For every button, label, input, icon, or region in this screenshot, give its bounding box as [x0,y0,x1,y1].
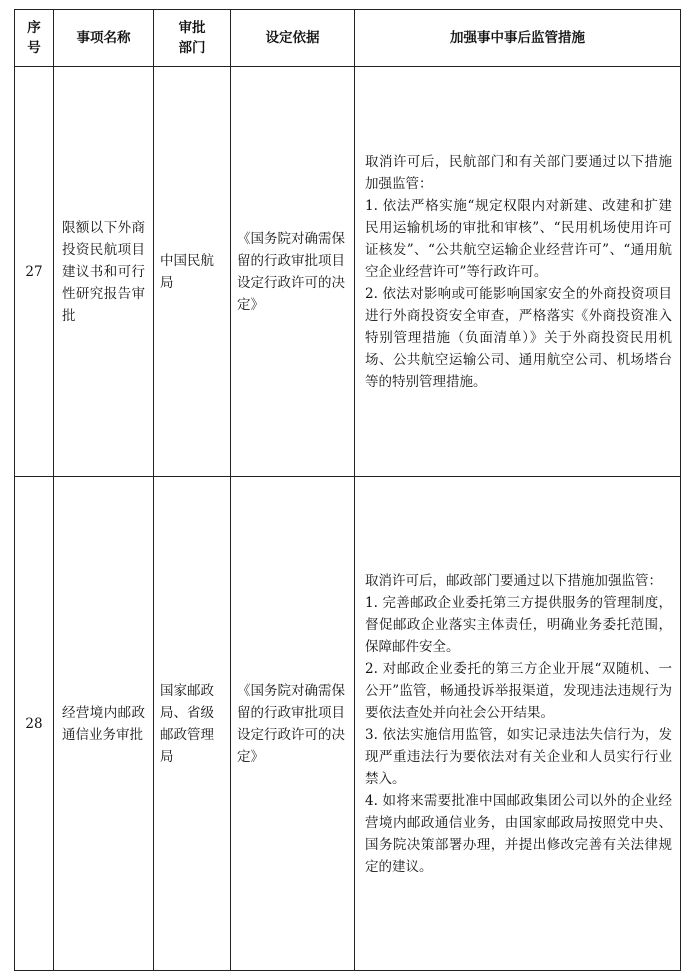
row-dept: 中国民航局 [154,67,231,477]
row-dept: 国家邮政局、省级邮政管理局 [154,477,231,971]
table-row [15,477,681,971]
measure-line: 1. 依法严格实施“规定权限内对新建、改建和扩建民用运输机场的审批和审核”、“民用机场使用许可证核发”、“公共航空运输企业经营许可”、“通用航空企业经营许可”等行政许可。 [365,197,672,280]
header-name: 事项名称 [54,10,154,67]
header-basis: 设定依据 [231,10,355,67]
measure-line: 取消许可后，邮政部门要通过以下措施加强监管： [365,572,662,589]
header-measures: 加强事中事后监管措施 [355,10,681,67]
measure-line: 3. 依法实施信用监管，如实记录违法失信行为，发现严重违法行为要依法对有关企业和人员实行行业禁入。 [365,726,672,787]
measure-line: 1. 完善邮政企业委托第三方提供服务的管理制度，督促邮政企业落实主体责任，明确业务委托范围，保障邮件安全。 [365,594,672,655]
row-item-name: 经营境内邮政通信业务审批 [54,477,154,971]
table-row [15,67,681,477]
row-measures [355,67,681,477]
approval-items-table [14,9,681,971]
header-dept: 审批部门 [154,10,231,67]
row-measures [355,477,681,971]
header-no: 序号 [15,10,54,67]
row-basis: 《国务院对确需保留的行政审批项目设定行政许可的决定》 [231,67,355,477]
row-no: 28 [15,477,54,971]
measure-line: 4. 如将来需要批准中国邮政集团公司以外的企业经营境内邮政通信业务，由国家邮政局按照党中央、国务院决策部署办理，并提出修改完善有关法律规定的建议。 [365,792,672,875]
row-item-name: 限额以下外商投资民航项目建议书和可行性研究报告审批 [54,67,154,477]
measure-line: 取消许可后，民航部门和有关部门要通过以下措施加强监管： [365,153,672,192]
table-header-row [15,10,681,67]
measure-line: 2. 对邮政企业委托的第三方企业开展“双随机、一公开”监管，畅通投诉举报渠道，发现违法违规行为要依法查处并向社会公开结果。 [365,660,672,721]
row-no: 27 [15,67,54,477]
row-basis: 《国务院对确需保留的行政审批项目设定行政许可的决定》 [231,477,355,971]
measure-line: 2. 依法对影响或可能影响国家安全的外商投资项目进行外商投资安全审查，严格落实《外商投资准入特别管理措施（负面清单）》关于外商投资民用机场、公共航空运输公司、通用航空公司、机场塔台等的特别管理措施。 [365,285,672,390]
